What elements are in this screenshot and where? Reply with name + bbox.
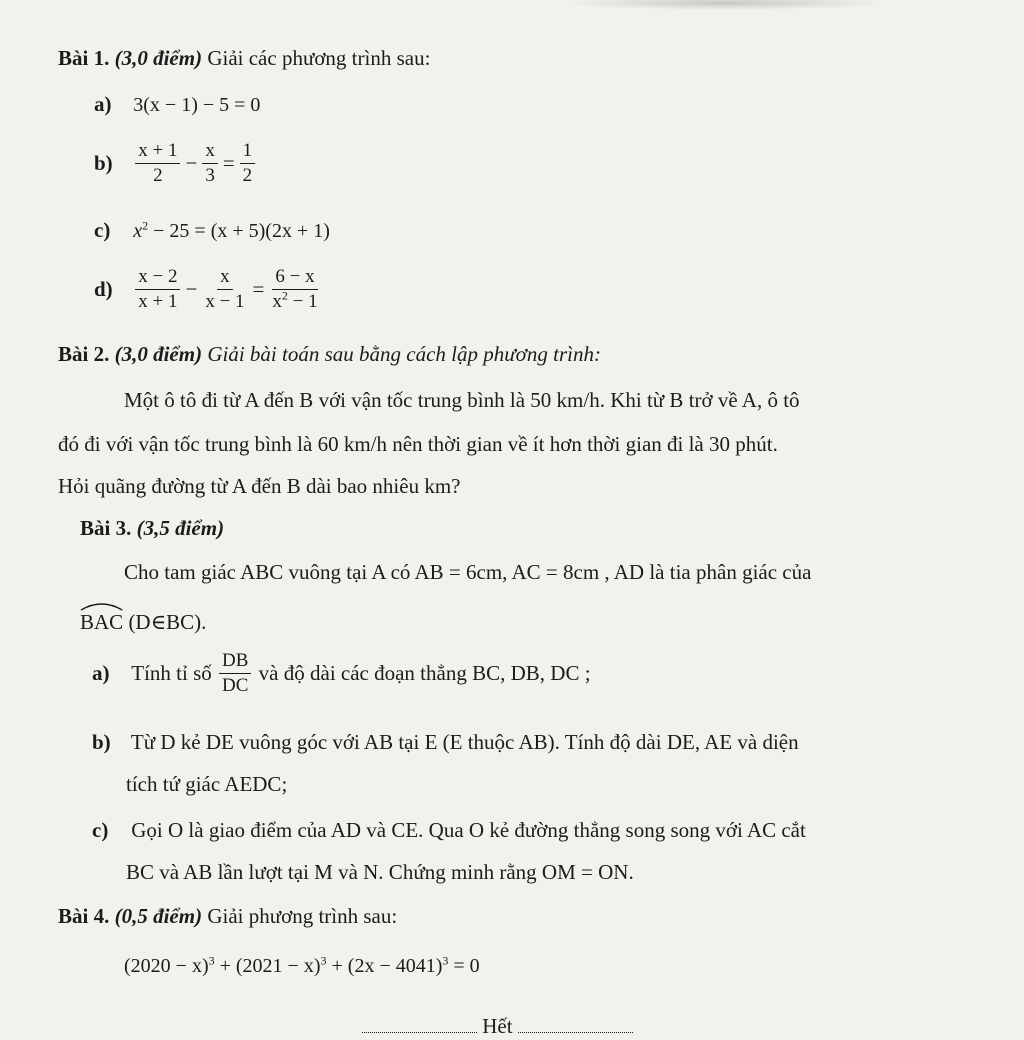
bai1-d-fraction-2 [202, 266, 247, 313]
bai1-d-eq: = [252, 276, 265, 301]
bai3-a-label: a) [92, 660, 110, 685]
bai2-heading [58, 342, 601, 367]
bai3-b-line-1: Từ D kẻ DE vuông góc với AB tại E (E thuộc AB). Tính độ dài DE, AE và diện [130, 730, 799, 754]
bai1-c-x: x [133, 220, 143, 242]
bai1-b-f3-den: 2 [242, 164, 253, 186]
bai3-a-frac-num: DB [219, 650, 251, 674]
bai1-d-f3-den-sup: 2 [281, 288, 288, 303]
bai4-title: Bài 4. [58, 904, 110, 928]
bai1-c-sup: 2 [142, 218, 149, 233]
bai1-c-label: c) [94, 218, 111, 242]
bai2-title: Bài 2. [58, 342, 110, 366]
bai1-b-f2-den: 3 [205, 164, 215, 186]
bai3-angle [80, 610, 123, 635]
bai1-heading [58, 46, 430, 71]
bai1-d-f3-den-rest: − 1 [287, 290, 318, 312]
bai1-c-rest: − 25 = (x + 5)(2x + 1) [148, 220, 330, 242]
bai1-d-f3-num: 6 − x [272, 266, 317, 290]
bai3-a-fraction [219, 650, 251, 697]
bai3-c-line-2: BC và AB lần lượt tại M và N. Chứng minh rằng OM = ON. [126, 860, 634, 884]
bai1-b-label: b) [94, 150, 113, 175]
bai1-points: (3,0 điểm) [114, 46, 203, 70]
footer-end-text: Hết [482, 1014, 513, 1038]
footer-dots-right [518, 1018, 633, 1033]
bai1-d-fraction-3 [269, 266, 320, 313]
bai4-points: (0,5 điểm) [114, 904, 203, 928]
bai1-d-f2-den: x − 1 [205, 290, 245, 312]
bai4-equation [124, 954, 480, 978]
bai4-term-3: + (2x − 4041) [326, 955, 443, 977]
bai3-a-frac-den: DC [222, 674, 249, 696]
bai1-a-label: a) [94, 92, 112, 116]
bai1-d-fraction-1 [135, 266, 180, 313]
bai3-c-line-1: Gọi O là giao điểm của AD và CE. Qua O kẻ đường thẳng song song với AC cắt [131, 818, 806, 842]
bai3-c-label: c) [92, 818, 109, 842]
bai1-b-f2-num: x [202, 140, 218, 164]
bai1-b-f1-num: x + 1 [135, 140, 180, 164]
top-edge-smudge [560, 0, 890, 10]
bai1-a-equation: 3(x − 1) − 5 = 0 [133, 94, 261, 116]
bai1-d-f1-den: x + 1 [138, 290, 178, 312]
footer-end [362, 1014, 633, 1039]
bai1-b-fraction-2 [202, 140, 218, 187]
bai1-b-fraction-1 [135, 140, 180, 187]
bai3-b-line-2: tích tứ giác AEDC; [126, 772, 288, 796]
bai1-d-f3-den-x: x [272, 290, 282, 312]
bai2-line-3: Hỏi quãng đường từ A đến B dài bao nhiêu km? [58, 474, 461, 498]
bai3-line-1: Cho tam giác ABC vuông tại A có AB = 6cm, AC = 8cm , AD là tia phân giác của [124, 560, 812, 584]
bai3-a-pre: Tính tỉ số [131, 660, 212, 685]
bai3-a-post: và độ dài các đoạn thẳng BC, DB, DC ; [258, 660, 591, 685]
bai3-title: Bài 3. [80, 516, 132, 540]
bai3-b [92, 730, 799, 755]
bai1-b-eq: = [222, 150, 235, 175]
bai1-d-op1: − [185, 276, 198, 301]
bai1-c-equation [133, 220, 330, 242]
bai1-b [94, 140, 257, 187]
bai4-term-1: (2020 − x) [124, 955, 209, 977]
bai1-b-f3-num: 1 [240, 140, 256, 164]
bai1-b-fraction-3 [240, 140, 256, 187]
bai4-instruction: Giải phương trình sau: [207, 904, 398, 928]
bai3-c [92, 818, 806, 843]
bai4-exp-2: 3 [320, 953, 327, 968]
bai4-term-2: + (2021 − x) [214, 955, 321, 977]
bai1-d-f2-num: x [217, 266, 233, 290]
bai1-d-f1-num: x − 2 [135, 266, 180, 290]
bai2-line-2: đó đi với vận tốc trung bình là 60 km/h nên thời gian về ít hơn thời gian đi là 30 phút. [58, 432, 778, 456]
bai2-line-1: Một ô tô đi từ A đến B với vận tốc trung bình là 50 km/h. Khi từ B trở về A, ô tô [124, 388, 800, 412]
footer-dots-left [362, 1018, 477, 1033]
bai2-points: (3,0 điểm) [114, 342, 203, 366]
bai3-b-label: b) [92, 730, 111, 754]
bai3-points: (3,5 điểm) [136, 516, 225, 540]
bai3-angle-text: BAC [80, 610, 124, 634]
bai3-line-2-rest: (D∈BC). [123, 610, 207, 634]
bai1-instruction: Giải các phương trình sau: [207, 46, 431, 70]
bai2-instruction: Giải bài toán sau bằng cách lập phương trình: [207, 342, 601, 366]
bai1-c [94, 218, 330, 243]
bai1-a [94, 92, 260, 117]
bai3-a [92, 650, 591, 697]
bai4-exp-3: 3 [442, 953, 449, 968]
bai1-title: Bài 1. [58, 46, 110, 70]
bai1-b-f1-den: 2 [153, 164, 163, 186]
bai3-heading [80, 516, 224, 541]
angle-arc-icon [80, 601, 123, 611]
bai1-d-f3-den [269, 290, 320, 313]
bai1-d-label: d) [94, 276, 113, 301]
bai4-term-4: = 0 [448, 955, 480, 977]
bai3-line-2 [80, 610, 206, 635]
bai1-d [94, 266, 323, 313]
bai4-exp-1: 3 [208, 953, 215, 968]
bai1-b-op1: − [185, 150, 198, 175]
bai4-heading [58, 904, 397, 929]
